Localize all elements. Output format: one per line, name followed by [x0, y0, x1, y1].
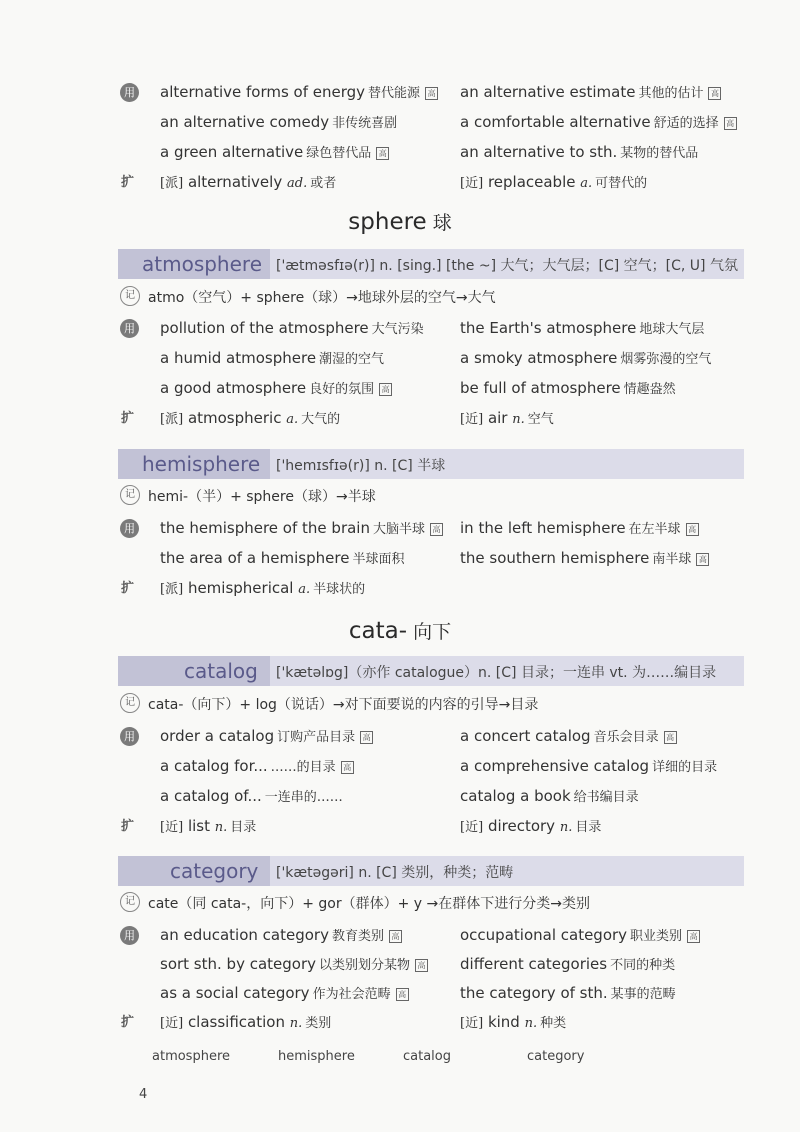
memory-marker-icon: 记	[120, 892, 140, 912]
usage-row: a humid atmosphere 潮湿的空气 a smoky atmosphere 烟雾弥漫的空气	[160, 349, 712, 367]
headword: category	[170, 859, 259, 883]
usage-row: sort sth. by category 以类别划分某物 高 different categories 不同的种类	[160, 955, 676, 973]
audio-icon[interactable]: 高	[724, 117, 737, 130]
use-marker-icon: 用	[120, 83, 139, 102]
usage-row: 用 the hemisphere of the brain 大脑半球 高 in the left hemisphere 在左半球 高	[0, 515, 800, 545]
entry-header-catalog	[118, 656, 744, 686]
extension-row: 扩 [派] hemispherical a. 半球状的	[0, 575, 800, 605]
extension-row: 扩 [派] atmospheric a. 大气的 [近] air n. 空气	[0, 405, 800, 435]
audio-icon[interactable]: 高	[686, 523, 699, 536]
use-marker-icon: 用	[120, 926, 139, 945]
audio-icon[interactable]: 高	[430, 523, 443, 536]
extension-marker-icon: 扩	[120, 1015, 134, 1030]
catalog-usage-block	[0, 723, 800, 843]
memory-marker-icon: 记	[120, 485, 140, 505]
review-word: catalog	[403, 1049, 451, 1064]
mnemonic: atmo（空气）+ sphere（球）→地球外层的空气→大气	[148, 290, 496, 306]
page-number: 4	[139, 1087, 148, 1102]
mnemonic: cate（同 cata-，向下）+ gor（群体）+ y →在群体下进行分类→类别	[148, 896, 590, 912]
definition: ['hemɪsfɪə(r)] n. [C] 半球	[276, 458, 446, 474]
extension-marker-icon: 扩	[120, 411, 134, 426]
audio-icon[interactable]: 高	[415, 959, 428, 972]
usage-row: a green alternative 绿色替代品 高 an alternative to sth. 某物的替代品	[160, 143, 699, 161]
definition: ['kætəgəri] n. [C] 类别，种类；范畴	[276, 865, 514, 881]
review-word: category	[527, 1049, 585, 1064]
usage-row: a catalog of... 一连串的…… catalog a book 给书编目录	[160, 787, 639, 805]
definition: ['ætməsfɪə(r)] n. [sing.] [the ~] 大气；大气层；[C] 空气；[C, U] 气氛	[276, 258, 738, 274]
usage-row: 用 an education category 教育类别 高 occupational category 职业类别 高	[0, 922, 800, 951]
mnemonic: hemi-（半）+ sphere（球）→半球	[148, 489, 376, 505]
usage-row: a good atmosphere 良好的氛围 高 be full of atmosphere 情趣盎然	[160, 379, 676, 397]
audio-icon[interactable]: 高	[708, 87, 721, 100]
audio-icon[interactable]: 高	[341, 761, 354, 774]
use-marker-icon: 用	[120, 519, 139, 538]
entry-header-hemisphere	[118, 449, 744, 479]
review-word-list	[0, 1049, 800, 1073]
use-marker-icon: 用	[120, 319, 139, 338]
extension-marker-icon: 扩	[120, 175, 134, 190]
audio-icon[interactable]: 高	[664, 731, 677, 744]
usage-row: the area of a hemisphere 半球面积 the southern hemisphere 南半球 高	[0, 545, 800, 575]
extension-row: 扩 [派] alternatively ad. 或者 [近] replaceable a. 可替代的	[0, 169, 800, 199]
usage-row: 用 order a catalog 订购产品目录 高 a concert catalog 音乐会目录 高	[0, 723, 800, 753]
review-word: atmosphere	[152, 1049, 230, 1064]
mnemonic: cata-（向下）+ log（说话）→对下面要说的内容的引导→目录	[148, 697, 539, 713]
headword: hemisphere	[142, 452, 261, 476]
review-word: hemisphere	[278, 1049, 355, 1064]
entry-header-category	[118, 856, 744, 886]
extension-row: 扩 [近] list n. 目录 [近] directory n. 目录	[0, 813, 800, 843]
headword: atmosphere	[142, 252, 262, 276]
audio-icon[interactable]: 高	[389, 930, 402, 943]
definition: ['kætəlɒg]（亦作 catalogue）n. [C] 目录；一连串 vt. 为……编目录	[276, 665, 717, 681]
usage-row: 用 pollution of the atmosphere 大气污染 the Earth's atmosphere 地球大气层	[0, 315, 800, 345]
entry-header-atmosphere	[118, 249, 744, 279]
audio-icon[interactable]: 高	[360, 731, 373, 744]
memory-marker-icon: 记	[120, 286, 140, 306]
section-title-sphere: sphere 球	[348, 209, 452, 235]
usage-row: an alternative comedy 非传统喜剧 a comfortable alternative 舒适的选择 高	[0, 109, 800, 139]
extension-marker-icon: 扩	[120, 581, 134, 596]
alternative-usage-block	[0, 79, 800, 199]
audio-icon[interactable]: 高	[379, 383, 392, 396]
headword: catalog	[184, 659, 258, 683]
extension-row: 扩 [近] classification n. 类别 [近] kind n. 种类	[0, 1009, 800, 1038]
use-marker-icon: 用	[120, 727, 139, 746]
audio-icon[interactable]: 高	[396, 988, 409, 1001]
category-usage-block	[0, 922, 800, 1038]
usage-row: a catalog for... ……的目录 高 a comprehensive catalog 详细的目录	[160, 757, 718, 775]
section-title-cata: cata- 向下	[348, 618, 452, 644]
atmosphere-usage-block	[0, 315, 800, 435]
audio-icon[interactable]: 高	[687, 930, 700, 943]
extension-marker-icon: 扩	[120, 819, 134, 834]
audio-icon[interactable]: 高	[425, 87, 438, 100]
memory-marker-icon: 记	[120, 693, 140, 713]
hemisphere-usage-block	[0, 515, 800, 605]
audio-icon[interactable]: 高	[696, 553, 709, 566]
usage-row: 用 alternative forms of energy 替代能源 高 an alternative estimate 其他的估计 高	[0, 79, 800, 109]
usage-row: as a social category 作为社会范畴 高 the category of sth. 某事的范畴	[160, 984, 676, 1002]
audio-icon[interactable]: 高	[376, 147, 389, 160]
